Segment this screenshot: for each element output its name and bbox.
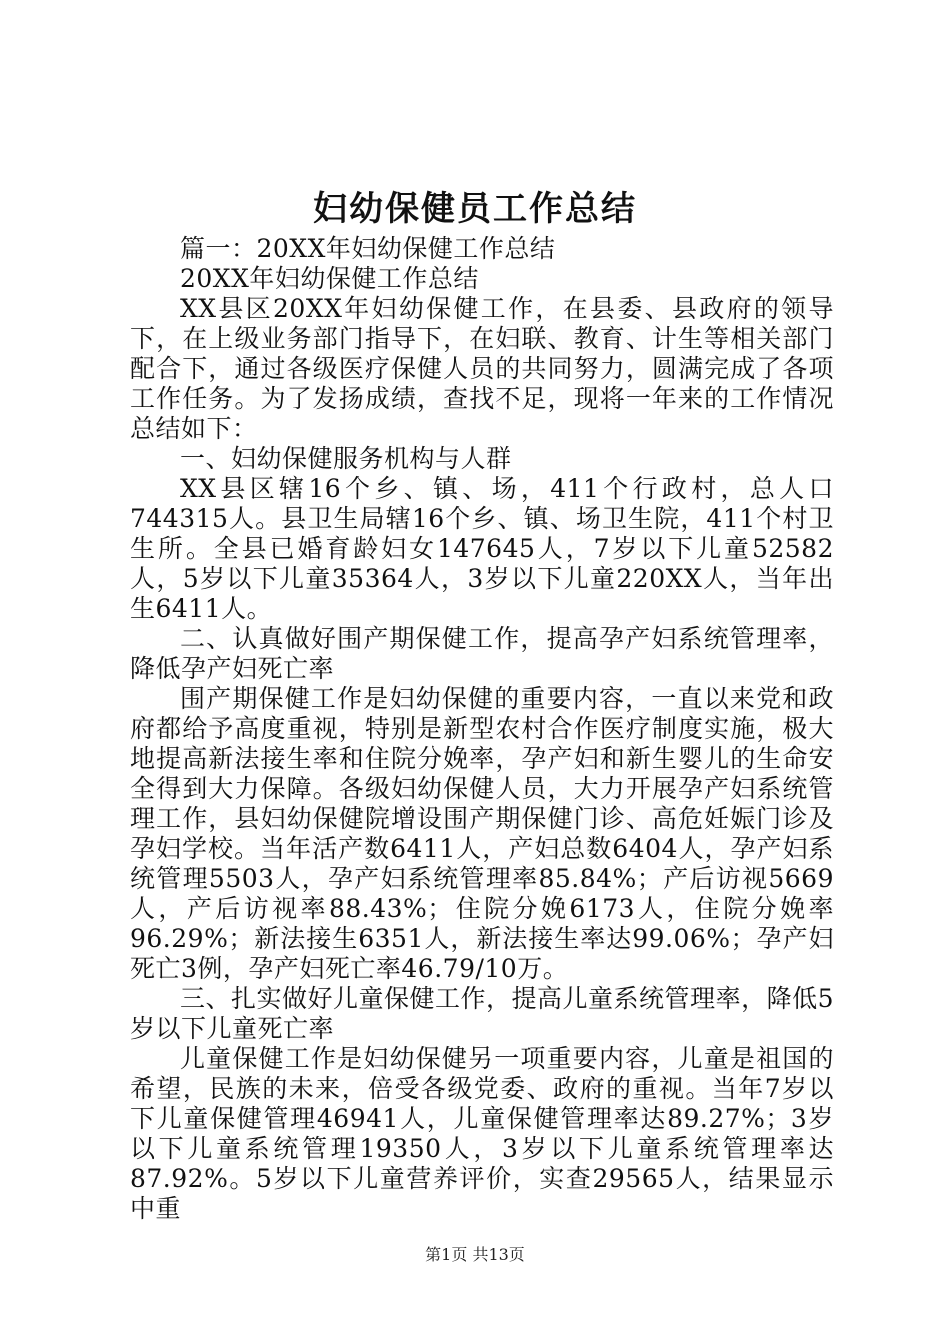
page-footer: 第1页 共13页 [425,1245,525,1264]
section-heading-2: 二、认真做好围产期保健工作，提高孕产妇系统管理率，降低孕产妇死亡率 [130,624,834,683]
paragraph-section-1: XX县区辖16个乡、镇、场，411个行政村，总人口744315人。县卫生局辖16个乡、镇、场卫生院，411个村卫生所。全县已婚育龄妇女147645人，7岁以下儿童52582人，5岁以下儿童35364人，3岁以下儿童220XX人，当年出生6411人。 [130,474,834,623]
document-title: 妇幼保健员工作总结 [313,189,637,229]
paragraph-article-heading: 篇一：20XX年妇幼保健工作总结 [180,234,556,263]
document-body [130,234,834,1224]
paragraph-subtitle: 20XX年妇幼保健工作总结 [180,264,479,293]
paragraph-intro: XX县区20XX年妇幼保健工作，在县委、县政府的领导下，在上级业务部门指导下，在妇联、教育、计生等相关部门配合下，通过各级医疗保健人员的共同努力，圆满完成了各项工作任务。为了发扬成绩，查找不足，现将一年来的工作情况总结如下： [130,294,834,443]
paragraph-section-2: 围产期保健工作是妇幼保健的重要内容，一直以来党和政府都给予高度重视，特别是新型农村合作医疗制度实施，极大地提高新法接生率和住院分娩率，孕产妇和新生婴儿的生命安全得到大力保障。各级妇幼保健人员，大力开展孕产妇系统管理工作，县妇幼保健院增设围产期保健门诊、高危妊娠门诊及孕妇学校。当年活产数6411人，产妇总数6404人，孕产妇系统管理5503人，孕产妇系统管理率85.84%；产后访视5669人，产后访视率88.43%；住院分娩6173人，住院分娩率96.29%；新法接生6351人，新法接生率达99.06%；孕产妇死亡3例，孕产妇死亡率46.79/10万。 [130,684,834,983]
section-heading-1: 一、妇幼保健服务机构与人群 [180,444,512,473]
paragraph-section-3: 儿童保健工作是妇幼保健另一项重要内容，儿童是祖国的希望，民族的未来，倍受各级党委、政府的重视。当年7岁以下儿童保健管理46941人，儿童保健管理率达89.27%；3岁以下儿童系统管理19350人，3岁以下儿童系统管理率达87.92%。5岁以下儿童营养评价，实查29565人，结果显示中重 [130,1044,834,1223]
section-heading-3: 三、扎实做好儿童保健工作，提高儿童系统管理率，降低5岁以下儿童死亡率 [130,984,834,1043]
